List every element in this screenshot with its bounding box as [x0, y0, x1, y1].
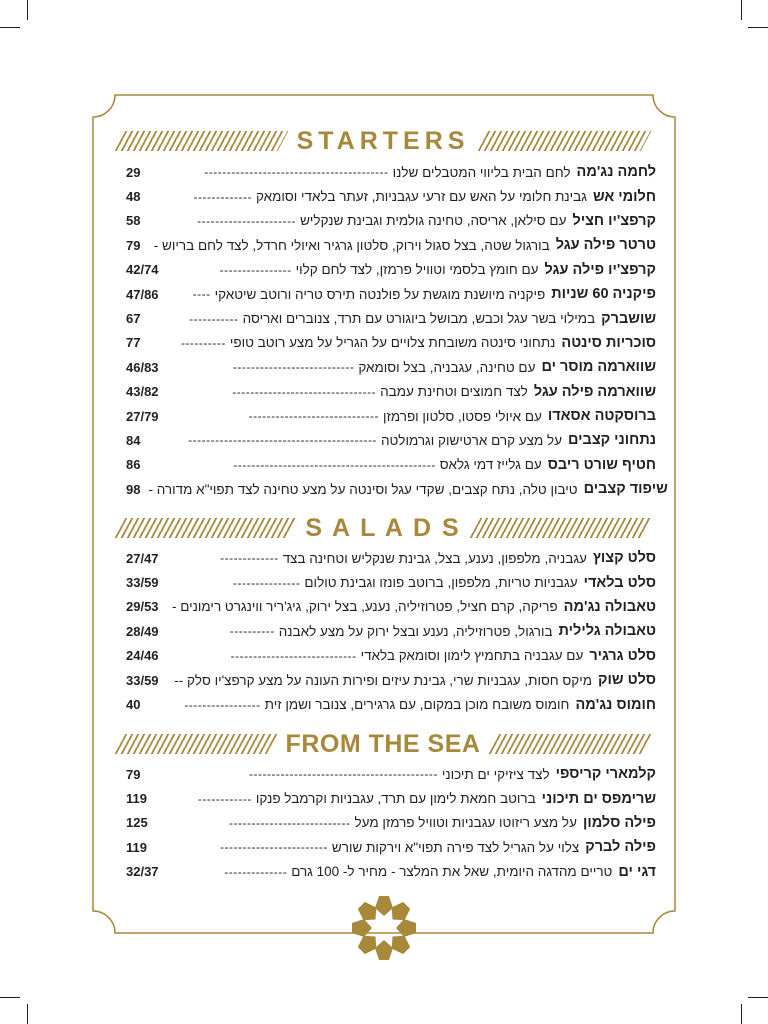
item-name: קלמארי קריספי: [555, 766, 656, 783]
item-name: חומוס נג'מה: [575, 696, 656, 713]
item-price: 33/59: [126, 575, 159, 591]
item-name: דגי ים: [618, 863, 656, 880]
dot-leader: -------------: [220, 551, 279, 566]
menu-item: [126, 570, 656, 594]
dot-leader: --------------------------------: [232, 384, 377, 399]
decorative-hatch: [478, 131, 651, 151]
item-price: 27/79: [126, 408, 159, 424]
menu-item: [126, 428, 656, 452]
item-description: על מצע ריזוטו עגבניות וטוויל פרמזן מעל: [354, 815, 577, 831]
menu-item: [126, 282, 656, 306]
dot-leader: -----------------------------------------: [204, 165, 389, 180]
item-description: טריים מהדגה היומית, שאל את המלצר - מחיר ל- 100 גרם: [291, 864, 613, 880]
menu-item: [126, 762, 656, 786]
decorative-hatch: [469, 518, 651, 538]
item-price: 86: [126, 457, 141, 473]
item-name: ברוסקטה אסאדו: [547, 408, 656, 425]
item-price: 29/53: [126, 599, 159, 615]
item-price: 77: [126, 335, 141, 351]
item-price: 42/74: [126, 262, 159, 278]
dot-leader: ----------: [229, 624, 275, 639]
decorative-hatch: [489, 734, 651, 754]
item-price: 27/47: [126, 550, 159, 566]
section-title: S A L A D S: [305, 514, 461, 542]
item-name: נתחוני קצבים: [568, 432, 656, 449]
item-price: 33/59: [126, 672, 159, 688]
menu-item: [126, 306, 656, 330]
section-header-starters: [120, 128, 646, 154]
item-name: שווארמה פילה עגל: [533, 383, 656, 400]
item-description: במילוי בשר עגל וכבש, מבושל ביוגורט עם תרד, צנוברים ואריסה: [242, 311, 596, 327]
item-description: צלוי על הגריל לצד פירה תפוי"א וירקות שורש: [331, 839, 580, 855]
item-name: סוכריות סינטה: [561, 334, 656, 351]
gold-star-emblem-icon: [349, 893, 419, 963]
section-header-salads: [120, 515, 646, 541]
menu-item: [126, 668, 656, 692]
item-name: שווארמה מוסר ים: [541, 359, 656, 376]
item-name: טרטר פילה עגל: [555, 237, 656, 254]
decorative-hatch: [115, 734, 277, 754]
item-price: 29: [126, 164, 141, 180]
decorative-hatch: [115, 131, 288, 151]
item-name: שרימפס ים תיכוני: [541, 790, 656, 807]
dot-leader: ----------: [180, 335, 226, 350]
menu-item: [126, 595, 656, 619]
item-price: 48: [126, 189, 141, 205]
dot-leader: -----------: [189, 311, 239, 326]
dot-leader: ---------------------------: [232, 360, 355, 375]
item-name: קרפצ'יו חציל: [572, 212, 656, 229]
item-description: לחם הבית בליווי המטבלים שלנו: [392, 164, 571, 180]
dot-leader: ----------------: [219, 262, 292, 277]
item-price: 98: [126, 481, 141, 497]
item-name: חטיף שורט ריבס: [547, 456, 656, 473]
menu-item: [126, 835, 656, 859]
item-description: טיבון טלה, נתח קצבים, שקדי עגל וסינטה על מצע טחינה לצד תפוי"א מדורה -: [148, 481, 578, 497]
item-price: 79: [126, 237, 141, 253]
item-name: שיפוד קצבים: [583, 481, 668, 498]
dot-leader: ------------------------: [220, 840, 328, 855]
section-title: FROM THE SEA: [285, 730, 481, 758]
item-name: פילה סלמון: [582, 814, 656, 831]
dot-leader: -----------------: [184, 697, 261, 712]
item-description: חומוס משובח מוכן במקום, עם גרגירים, צנובר ושמן זית: [264, 697, 570, 713]
item-price: 125: [126, 815, 148, 831]
item-description: עם חומץ בלסמי וטוויל פרמזן, לצד לחם קלוי: [295, 262, 539, 278]
item-name: קרפצ'יו פילה עגל: [544, 261, 656, 278]
menu-item: [126, 404, 656, 428]
item-name: פיקניה 60 שניות: [551, 286, 656, 303]
dot-leader: -------------: [193, 189, 252, 204]
menu-item: [126, 811, 656, 835]
item-price: 58: [126, 213, 141, 229]
item-price: 24/46: [126, 648, 159, 664]
dot-leader: ------------------------------------------: [188, 433, 377, 448]
item-price: 46/83: [126, 359, 159, 375]
item-description: בורגול שטה, בצל סגול וירוק, סלטון גרגיר ואיולי חרדל, לצד לחם בריוש -: [153, 237, 550, 253]
item-price: 40: [126, 697, 141, 713]
item-price: 43/82: [126, 384, 159, 400]
menu-item: [126, 453, 656, 477]
menu-item: [126, 233, 656, 257]
section-title: STARTERS: [296, 127, 470, 155]
menu-item: [126, 380, 656, 404]
item-description: מיקס חסות, עגבניות שרי, גבינת עיזים ופירות העונה על מצע קרפצ'יו סלק --: [174, 672, 593, 688]
item-description: עם איולי פסטו, סלטון ופרמזן: [382, 408, 542, 424]
menu-item: [126, 546, 656, 570]
menu-item: [126, 692, 656, 716]
item-name: סלט שוק: [598, 672, 656, 689]
item-description: עם גלייז דמי גלאס: [439, 457, 542, 473]
item-price: 79: [126, 766, 141, 782]
item-price: 84: [126, 432, 141, 448]
item-name: טאבולה נג'מה: [563, 598, 656, 615]
item-description: לצד חמוצים וטחינת עמבה: [380, 384, 528, 400]
dot-leader: ------------: [197, 791, 252, 806]
item-description: עם טחינה, עגבניה, בצל וסומאק: [358, 359, 536, 375]
menu-item: [126, 786, 656, 810]
item-name: שושברק: [601, 310, 656, 327]
item-name: פילה לברק: [585, 839, 656, 856]
menu-item: [126, 184, 656, 208]
item-name: סלט קצוץ: [592, 550, 656, 567]
menu-item: [126, 477, 668, 501]
item-description: גבינת חלומי על האש עם זרעי עגבניות, זעתר בלאדי וסומאק: [255, 189, 587, 205]
dot-leader: ----------------------: [197, 213, 297, 228]
item-price: 119: [126, 791, 147, 807]
item-description: עגבניות טריות, מלפפון, ברוטב פונזו וגבינת טולום: [304, 575, 578, 591]
dot-leader: ---------------------------------------------: [233, 457, 436, 472]
dot-leader: --------------: [224, 864, 288, 879]
item-price: 28/49: [126, 623, 159, 639]
menu-item: [126, 160, 656, 184]
item-description: עם סילאן, אריסה, טחינה גולמית וגבינת שנקליש: [300, 213, 567, 229]
dot-leader: ------------------------------------------: [249, 767, 438, 782]
menu-item: [126, 331, 656, 355]
menu-item: [126, 355, 656, 379]
item-name: חלומי אש: [592, 188, 656, 205]
item-description: לצד ציזיקי ים תיכוני: [441, 766, 550, 782]
dot-leader: ---------------------------: [229, 815, 351, 830]
section-header-from-the-sea: [120, 731, 646, 757]
item-price: 67: [126, 311, 141, 327]
item-price: 47/86: [126, 286, 159, 302]
item-description: נתחוני סינטה משובחת צלויים על הגריל על מצע רוטב טופי: [229, 335, 556, 351]
dot-leader: ----: [192, 287, 211, 302]
dot-leader: ---------------: [232, 575, 301, 590]
menu-item: [126, 619, 656, 643]
menu-item: [126, 860, 656, 884]
menu-item: [126, 258, 656, 282]
dot-leader: -----------------------------: [248, 409, 379, 424]
item-description: על מצע קרם ארטישוק וגרמולטה: [380, 432, 563, 448]
item-description: ברוטב חמאת לימון עם תרד, עגבניות וקרמבל פנקו: [255, 791, 536, 807]
dot-leader: ----------------------------: [230, 648, 357, 663]
item-description: פיקניה מיושנת מוגשת על פולנטה תירס טריה ורוטב שיטאקי: [214, 286, 546, 302]
item-name: סלט בלאדי: [583, 574, 656, 591]
item-description: עגבניה, מלפפון, נענע, בצל, גבינת שנקליש וטחינה בצד: [282, 550, 587, 566]
item-description: פריקה, קרם חציל, פטרוזיליה, נענע, בצל ירוק, גיג'ריר ווינגרט רימונים -: [172, 599, 558, 615]
menu-item: [126, 644, 656, 668]
starters-list: [126, 160, 668, 501]
item-name: סלט גרגיר: [589, 647, 656, 664]
item-description: עם עגבניה בתחמיץ לימון וסומאק בלאדי: [360, 648, 584, 664]
salads-list: [126, 546, 656, 717]
menu-item: [126, 209, 656, 233]
item-name: טאבולה גלילית: [558, 623, 656, 640]
from-the-sea-list: [126, 762, 656, 884]
decorative-hatch: [115, 518, 297, 538]
item-price: 119: [126, 839, 147, 855]
item-description: בורגול, פטרוזיליה, נענע ובצל ירוק על מצע לאבנה: [278, 623, 553, 639]
item-name: לחמה נג'מה: [576, 164, 656, 181]
item-price: 32/37: [126, 864, 159, 880]
